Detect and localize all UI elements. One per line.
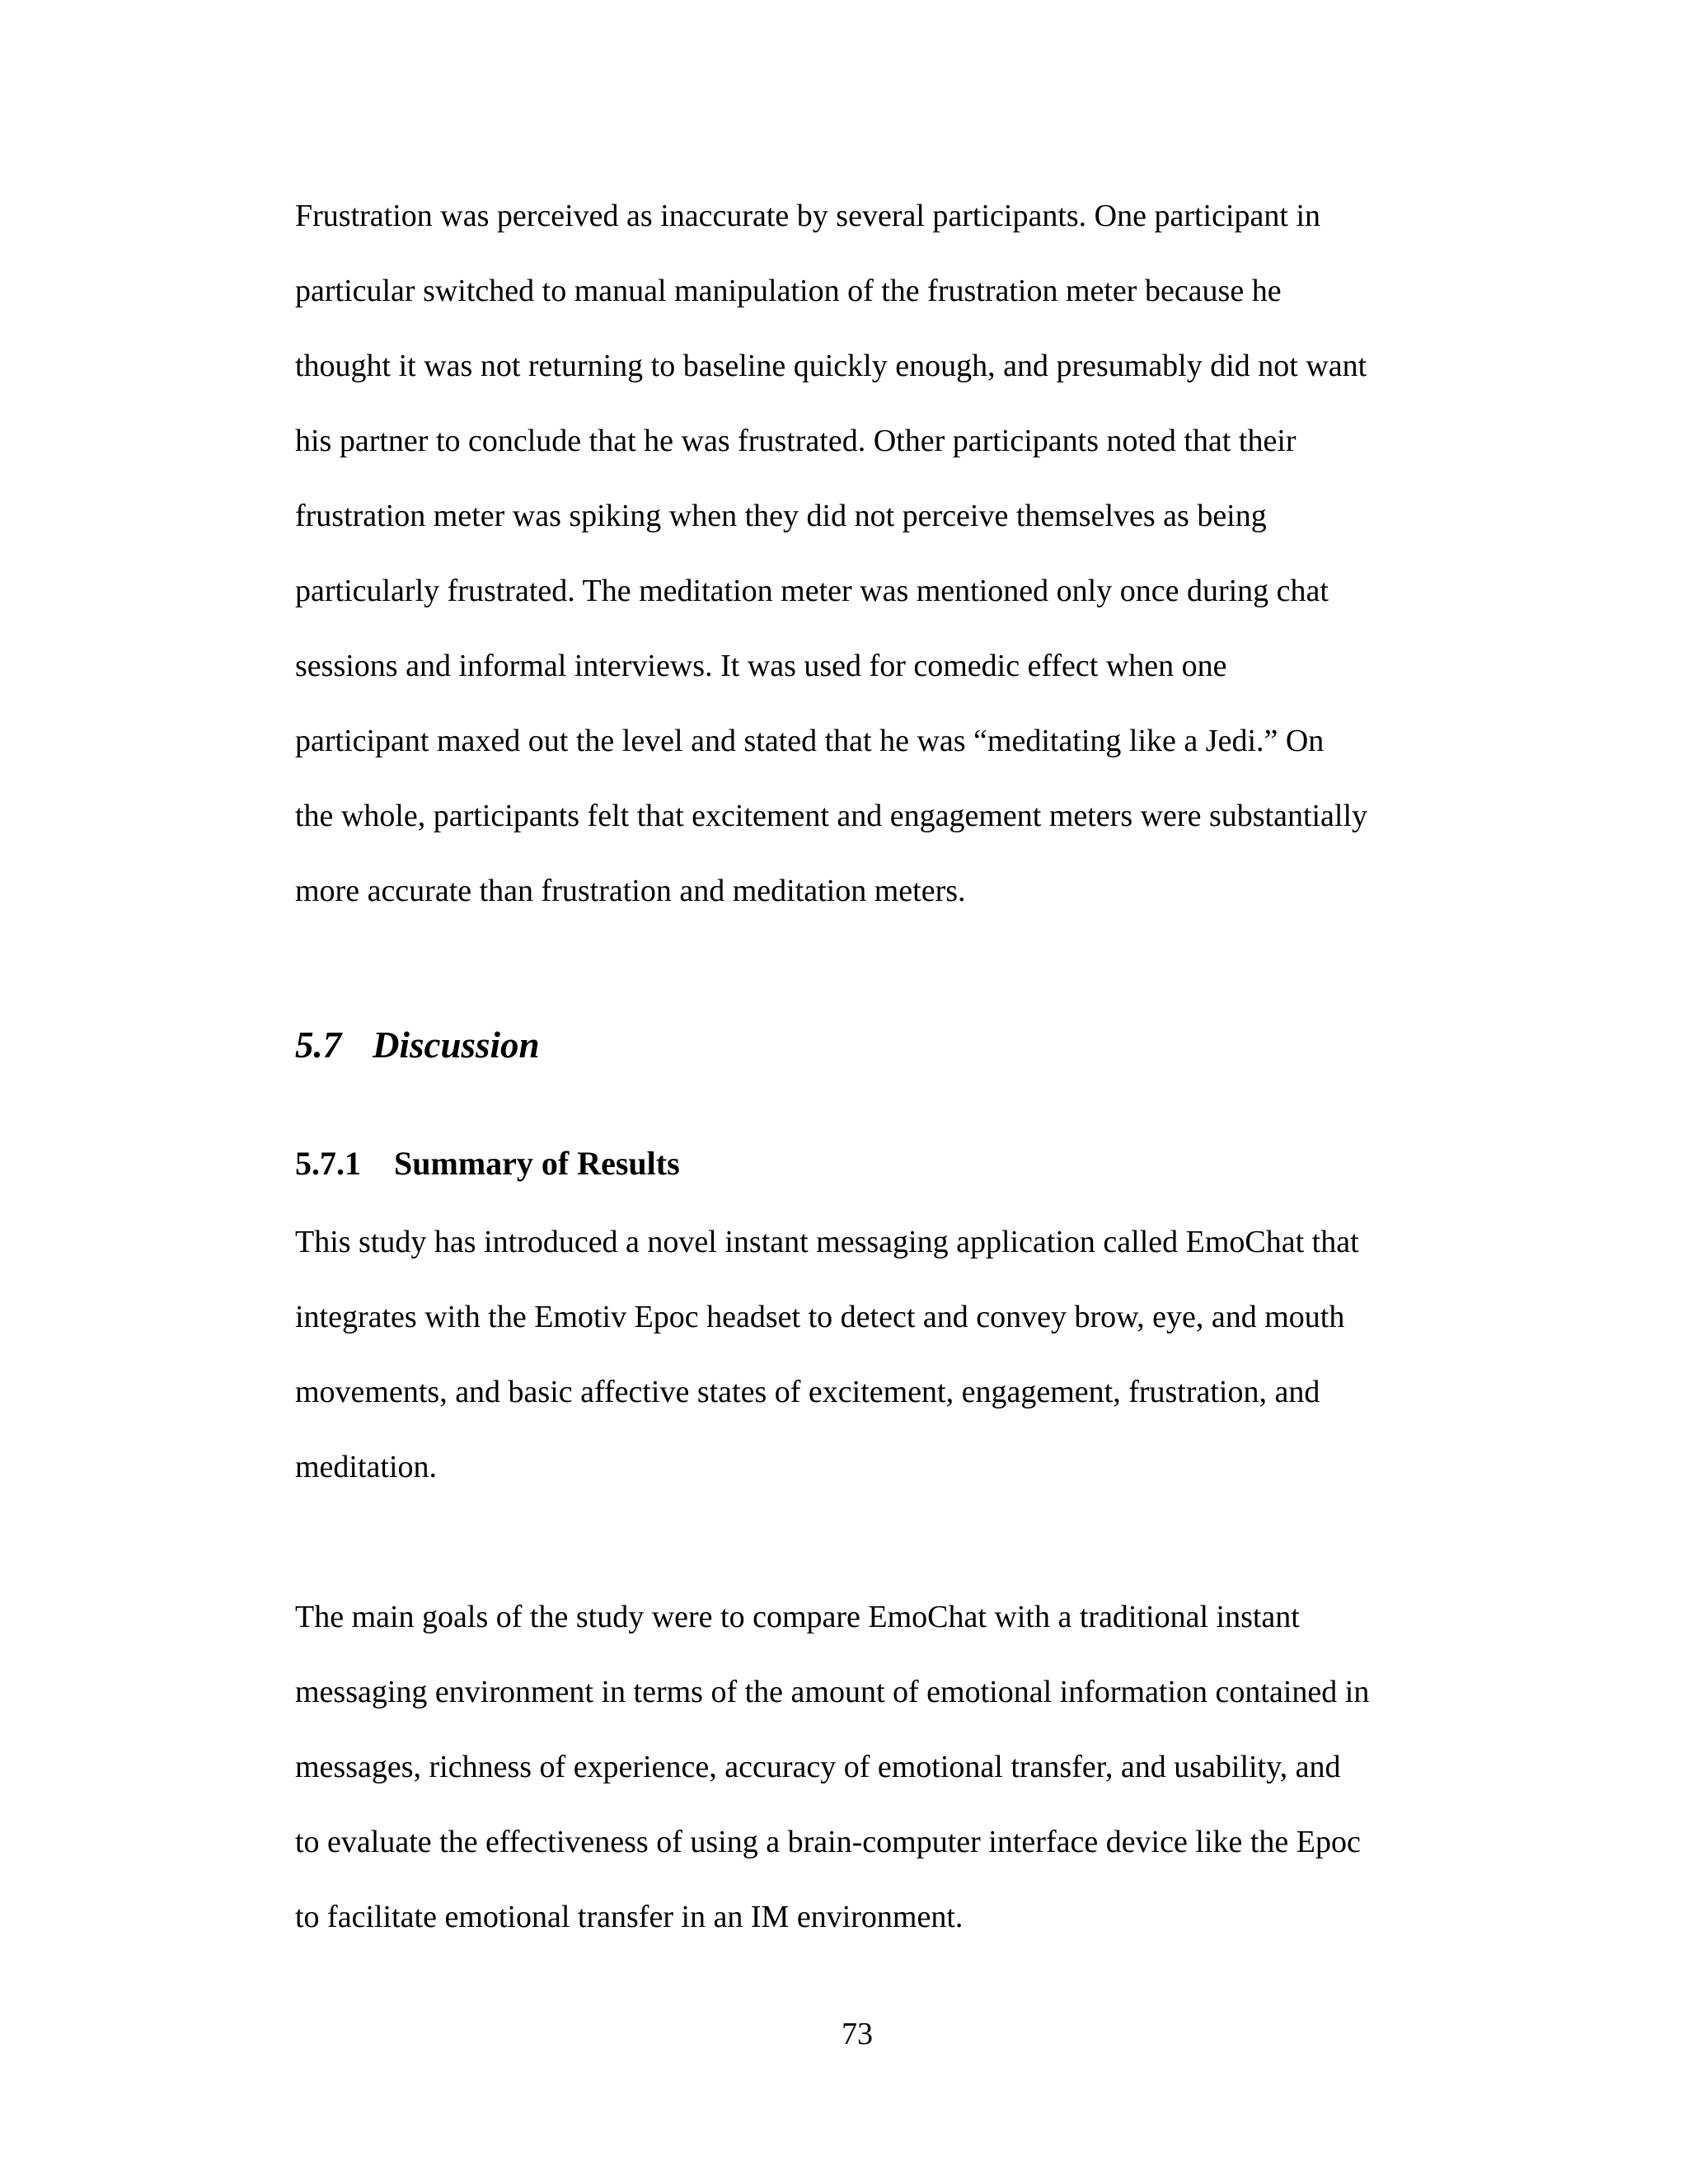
text-line: particular switched to manual manipulation of the frustration meter because he [295,274,1282,308]
section-number: 5.7 [295,1024,342,1066]
text-line: messaging environment in terms of the amount of emotional information contained in [295,1675,1370,1709]
subsection-title: Summary of Results [394,1145,680,1182]
text-line: sessions and informal interviews. It was used for comedic effect when one [295,649,1227,683]
subsection-number: 5.7.1 [295,1145,361,1182]
section-title: Discussion [373,1024,540,1066]
text-line: thought it was not returning to baseline quickly enough, and presumably did not want [295,349,1367,383]
subsection-heading [295,1144,680,1183]
text-line: Frustration was perceived as inaccurate by several participants. One participant in [295,199,1321,233]
text-line: particularly frustrated. The meditation meter was mentioned only once during chat [295,574,1329,608]
text-line: more accurate than frustration and meditation meters. [295,874,966,908]
text-line: his partner to conclude that he was frustrated. Other participants noted that their [295,424,1296,458]
text-line: The main goals of the study were to compare EmoChat with a traditional instant [295,1600,1300,1634]
page-number: 73 [842,2017,873,2051]
text-line: movements, and basic affective states of excitement, engagement, frustration, and [295,1375,1320,1409]
text-line: the whole, participants felt that excitement and engagement meters were substantially [295,799,1368,833]
text-line: meditation. [295,1450,438,1484]
text-line: messages, richness of experience, accuracy of emotional transfer, and usability, and [295,1750,1341,1784]
text-line: to facilitate emotional transfer in an IM environment. [295,1900,964,1934]
text-line: integrates with the Emotiv Epoc headset to detect and convey brow, eye, and mouth [295,1300,1345,1334]
section-heading [295,1023,540,1067]
text-line: frustration meter was spiking when they did not perceive themselves as being [295,499,1267,533]
text-line: to evaluate the effectiveness of using a brain-computer interface device like the Epoc [295,1825,1361,1859]
text-line: participant maxed out the level and stated that he was “meditating like a Jedi.” On [295,724,1325,758]
text-line: This study has introduced a novel instant messaging application called EmoChat that [295,1225,1359,1259]
